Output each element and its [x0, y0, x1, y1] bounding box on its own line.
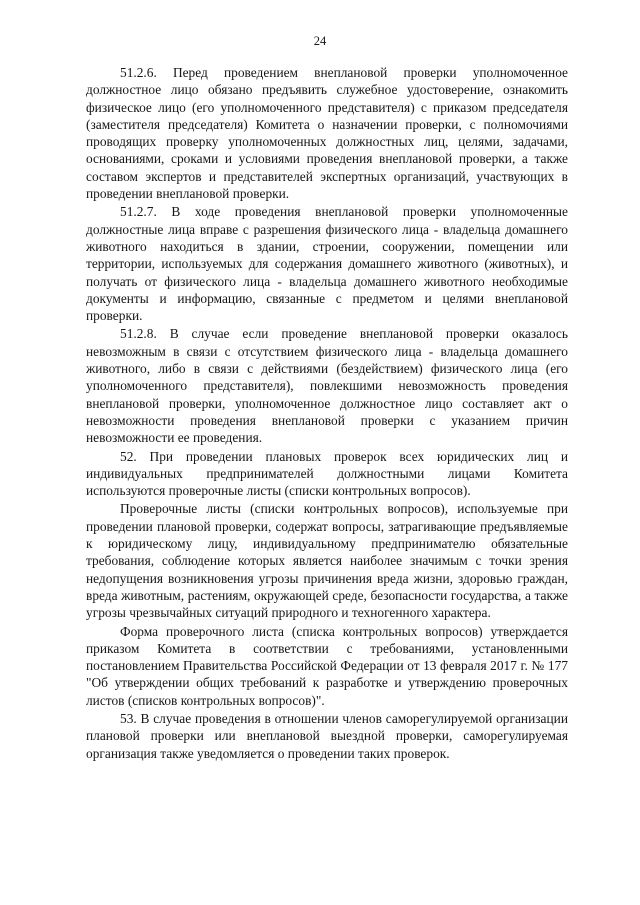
- paragraph-51-2-8: 51.2.8. В случае если проведение внеплановой проверки оказалось невозможным в связи с отсутствием физического лица - владельца домашнего животного, либо в связи с действиями (бездействием) физического лица (его уполномоченного представителя), повлекшими невозможность проведения внеплановой проверки, уполномоченное должностное лицо составляет акт о невозможности проведения внеплановой проверки с указанием причин невозможности ее проведения.: [86, 326, 568, 446]
- paragraph-53: 53. В случае проведения в отношении членов саморегулируемой организации плановой проверки или внеплановой выездной проверки, саморегулируемая организация также уведомляется о проведении таких проверок.: [86, 710, 568, 761]
- paragraph-checklist-form: Форма проверочного листа (списка контрольных вопросов) утверждается приказом Комитета в соответствии с требованиями, установленными постановлением Правительства Российской Федерации от 13 февраля 2017 г. № 177 "Об утверждении общих требований к разработке и утверждению проверочных листов (списков контрольных вопросов)".: [86, 623, 568, 708]
- paragraph-checklists: Проверочные листы (списки контрольных вопросов), используемые при проведении плановой проверки, содержат вопросы, затрагивающие предъявляемые к юридическому лицу, индивидуальному предпринимателю обязательные требования, соблюдение которых является наиболее значимым с точки зрения недопущения возникновения угрозы причинения вреда жизни, здоровью граждан, вреда животным, растениям, окружающей среде, безопасности государства, а также угрозы чрезвычайных ситуаций природного и техногенного характера.: [86, 501, 568, 621]
- paragraph-51-2-6: 51.2.6. Перед проведением внеплановой проверки уполномоченное должностное лицо обязано предъявить служебное удостоверение, ознакомить физическое лицо (его уполномоченного представителя) с приказом председателя (заместителя председателя) Комитета о назначении проверки, с полномочиями проводящих проверку уполномоченных должностных лиц, целями, задачами, основаниями, сроками и условиями проведения внеплановой проверки, а также составом экспертов и представителей экспертных организаций, участвующих в проведении внеплановой проверки.: [86, 65, 568, 202]
- paragraph-52: 52. При проведении плановых проверок всех юридических лиц и индивидуальных предпринимателей должностными лицами Комитета используются проверочные листы (списки контрольных вопросов).: [86, 448, 568, 499]
- paragraph-51-2-7: 51.2.7. В ходе проведения внеплановой проверки уполномоченные должностные лица вправе с разрешения физического лица - владельца домашнего животного находиться в здании, строении, сооружении, помещении или территории, используемых для содержания домашнего животного (животных), и получать от физического лица - владельца домашнего животного необходимые документы и информацию, связанные с предметом и целями внеплановой проверки.: [86, 204, 568, 324]
- page-number: 24: [313, 34, 327, 48]
- document-body: [86, 64, 568, 762]
